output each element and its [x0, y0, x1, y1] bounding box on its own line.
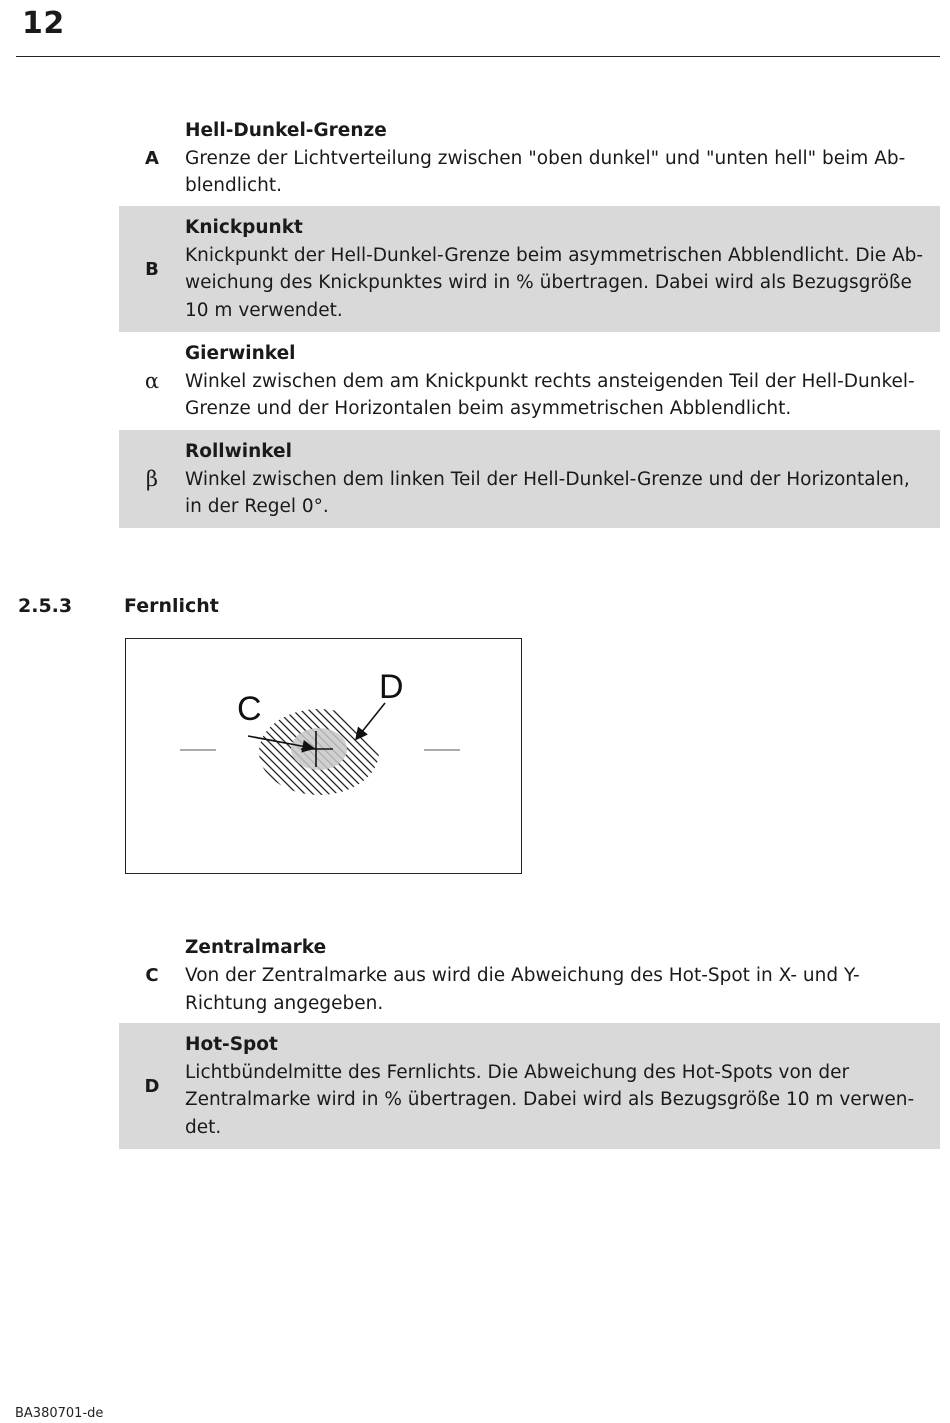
- definition-term: Gierwinkel: [185, 342, 296, 364]
- definition-term: Hell-Dunkel-Grenze: [185, 119, 387, 141]
- definition-row-d: [119, 1023, 940, 1149]
- page-number: 12: [22, 6, 65, 41]
- definition-body: [185, 117, 940, 200]
- definition-term: Hot-Spot: [185, 1033, 278, 1055]
- label-d: D: [379, 668, 404, 706]
- definition-key: A: [145, 147, 159, 169]
- definition-body: [185, 214, 940, 325]
- definition-row-beta: [119, 430, 940, 528]
- definition-text: Grenze der Lichtverteilung zwischen "oben dunkel" und "unten hell" beim Ab-blendlicht.: [185, 147, 906, 196]
- definition-key: B: [145, 258, 159, 280]
- arrow-d: [357, 703, 385, 738]
- definition-term: Rollwinkel: [185, 440, 292, 462]
- definition-term: Zentralmarke: [185, 937, 327, 958]
- section-number: 2.5.3: [18, 595, 73, 617]
- definition-body: [185, 934, 940, 1017]
- definition-key: β: [145, 467, 159, 491]
- definition-body: [185, 340, 940, 423]
- section-title: Fernlicht: [124, 595, 219, 617]
- definition-body: [185, 438, 940, 521]
- definition-text: Von der Zentralmarke aus wird die Abweichung des Hot-Spot in X- und Y-Richtung angegeben.: [185, 965, 860, 1014]
- definition-text: Winkel zwischen dem linken Teil der Hell-Dunkel-Grenze und der Horizontalen, in der Regel 0°.: [185, 468, 910, 517]
- definition-body: [185, 1031, 940, 1142]
- definition-text: Lichtbündelmitte des Fernlichts. Die Abweichung des Hot-Spots von der Zentralmarke wird in % übertragen. Dabei wird als Bezugsgröße 10 m verwen-det.: [185, 1061, 915, 1138]
- document-id-footer: BA380701-de: [15, 1406, 104, 1421]
- definition-row-c: [119, 928, 940, 1023]
- definition-text: Winkel zwischen dem am Knickpunkt rechts ansteigenden Teil der Hell-Dunkel-Grenze und der Horizontalen beim asymmetrischen Abblendlicht.: [185, 370, 915, 419]
- definition-row-a: [119, 110, 940, 206]
- definition-key: C: [145, 965, 159, 986]
- definition-key: α: [144, 369, 160, 393]
- label-c: C: [237, 690, 262, 728]
- definition-text: Knickpunkt der Hell-Dunkel-Grenze beim asymmetrischen Abblendlicht. Die Ab-weichung des Knickpunktes wird in % übertragen. Dabei wird als Bezugsgröße 10 m verwendet.: [185, 244, 924, 321]
- definition-key: D: [144, 1075, 160, 1097]
- definitions-table-top: [119, 110, 940, 528]
- high-beam-diagram: [126, 639, 523, 875]
- high-beam-figure: [125, 638, 522, 874]
- header-rule: [16, 56, 940, 57]
- definition-row-alpha: [119, 332, 940, 430]
- definition-row-b: [119, 206, 940, 332]
- definitions-table-bottom: [119, 928, 940, 1149]
- definition-term: Knickpunkt: [185, 216, 303, 238]
